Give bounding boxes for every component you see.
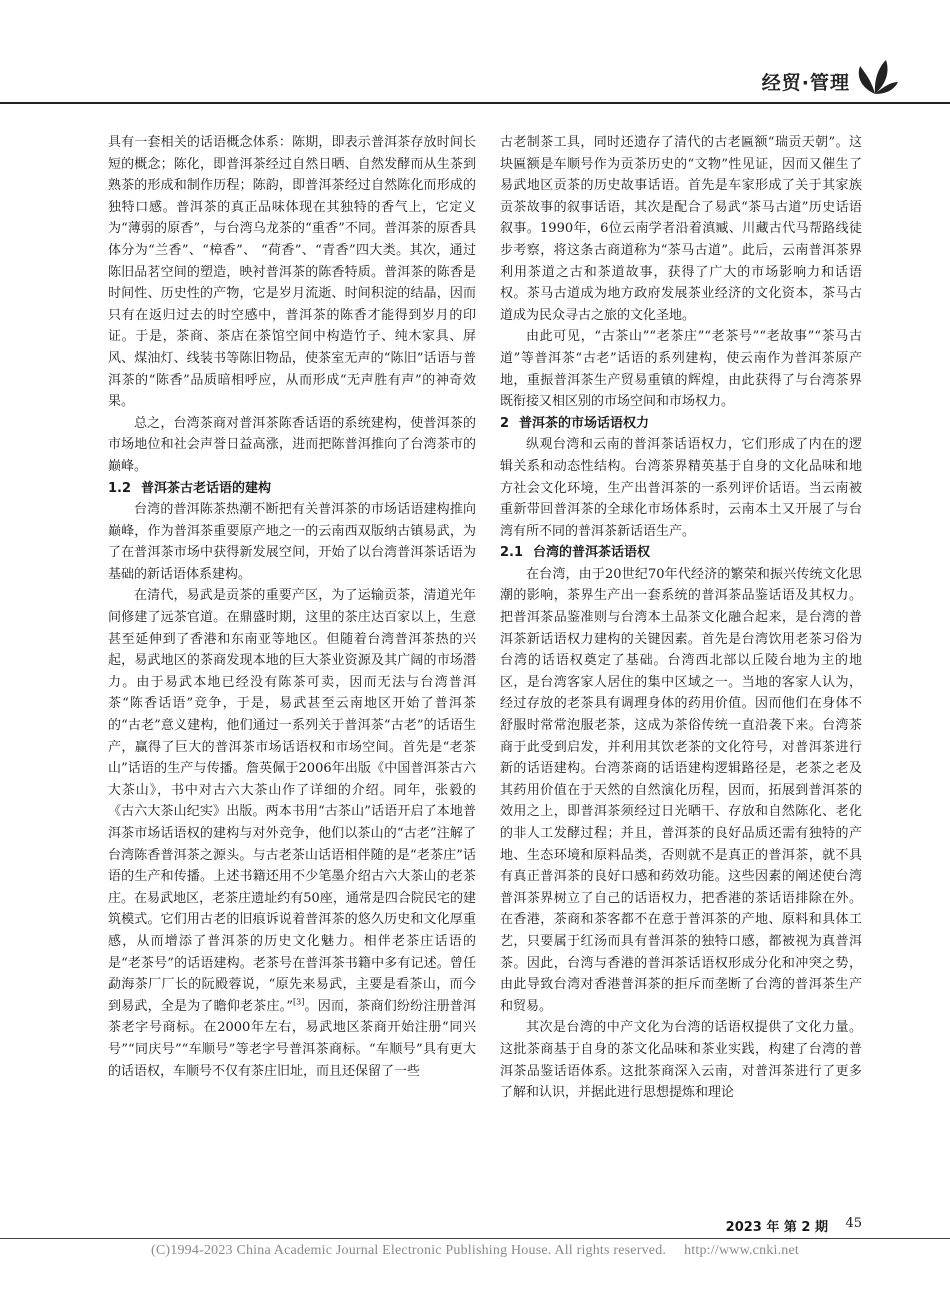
paragraph: 具有一套相关的话语概念体系：陈期，即表示普洱茶存放时间长短的概念；陈化，即普洱茶经过自然日晒、自然发酵而从生茶到熟茶的形成和制作历程；陈韵，即普洱茶经过自然陈化而形成的独特口感。普洱茶的真正品味体现在其独特的香气上，它定义为“薄弱的原香”，与台湾乌龙茶的“重香”不同。普洱茶的原香具体分为“兰香”、“樟香”、 “荷香”、“青香”四大类。其次，通过陈旧品茗空间的塑造，映衬普洱茶的陈香特质。普洱茶的陈香是时间性、历史性的产物，它是岁月流逝、时间积淀的结晶，因而只有在返归过去的时空感中，普洱茶的陈香才能得到岁月的印证。于是，茶商、茶店在茶馆空间中构造竹子、纯木家具、屏风、煤油灯、线装书等陈旧物品，使茶室无声的“陈旧”话语与普洱茶的“陈香”品质暗相呼应，从而形成“无声胜有声”的神奇效果。	[108, 135, 476, 410]
section-heading-2	[500, 413, 862, 435]
header-rule	[0, 102, 950, 104]
cnki-url: http://www.cnki.net	[684, 1243, 799, 1258]
paragraph: 总之，台湾茶商对普洱茶陈香话语的系统建构，使普洱茶的市场地位和社会声誉日益高涨，进而把陈普洱推向了台湾茶市的巅峰。	[108, 415, 476, 474]
section-number: 2	[500, 415, 510, 431]
paragraph: 纵观台湾和云南的普洱茶话语权力，它们形成了内在的逻辑关系和动态性结构。台湾茶界精英基于自身的文化品味和地方社会文化环境，生产出普洱茶的一系列评价话语。当云南被重新带回普洱茶的全球化市场体系时，云南本土又开展了与台湾有所不同的普洱茶新话语生产。	[500, 437, 862, 539]
section-number: 1.2	[108, 480, 132, 496]
paragraph-text: 。因而，茶商们纷纷注册普洱茶老字号商标。在2000年左右，易武地区茶商开始注册“同兴号”“同庆号”“车顺号”等老字号普洱茶商标。“车顺号”具有更大的话语权，车顺号不仅有茶庄旧址，而且还保留了一些	[108, 998, 476, 1079]
section-heading-2-1	[500, 542, 862, 564]
leaf-logo-icon	[852, 58, 898, 96]
journal-issue: 2023 年 第 2 期	[725, 1220, 828, 1235]
paragraph: 由此可见，“古茶山”“老茶庄”“老茶号”“老故事”“茶马古道”等普洱茶“古老”话语的系列建构，使云南作为普洱茶原产地，重振普洱茶生产贸易重镇的辉煌，由此获得了与台湾茶界既衔接又相区别的市场空间和市场权力。	[500, 329, 862, 410]
left-column	[108, 132, 476, 1082]
paragraph: 台湾的普洱陈茶热潮不断把有关普洱茶的市场话语建构推向巅峰，作为普洱茶重要原产地之一的云南西双版纳古镇易武，为了在普洱茶市场中获得新发展空间，开始了以台湾普洱茶话语为基础的新话语体系建构。	[108, 502, 476, 582]
cnki-watermark	[0, 1243, 950, 1259]
paragraph	[108, 585, 476, 1082]
copyright-notice: (C)1994-2023 China Academic Journal Electronic Publishing House. All rights reserved.	[151, 1243, 667, 1258]
paragraph: 在台湾，由于20世纪70年代经济的繁荣和振兴传统文化思潮的影响，茶界生产出一套系统的普洱茶品鉴话语及其权力。把普洱茶品鉴准则与台湾本土品茶文化融合起来，是台湾的普洱茶新话语权力建构的关键因素。首先是台湾饮用老茶习俗为台湾的话语权奠定了基础。台湾西北部以丘陵台地为主的地区，是台湾客家人居住的集中区域之一。当地的客家人认为，经过存放的老茶具有调理身体的药用价值。因而他们在身体不舒服时常常泡服老茶，这成为茶俗传统一直沿袭下来。台湾茶商于此受到启发，并利用其饮老茶的文化符号，对普洱茶进行新的话语建构。台湾茶商的话语建构逻辑路径是，老茶之老及其药用价值在于天然的自然演化历程，因而，拓展到普洱茶的效用之上，即普洱茶须经过日光晒干、存放和自然陈化、老化的非人工发酵过程；并且，普洱茶的良好品质还需有独特的产地、生态环境和原料品类，否则就不是真正的普洱茶，就不具有真正普洱茶的良好口感和药效功能。这些因素的阐述使台湾普洱茶界树立了自己的话语权力，把香港的茶话语排除在外。在香港，茶商和茶客都不在意于普洱茶的产地、原料和具体工艺，只要属于红汤而具有普洱茶的独特口感，都被视为真普洱茶。因此，台湾与香港的普洱茶话语权形成分化和冲突之势，由此导致台湾对香港普洱茶的拒斥而垄断了台湾的普洱茶生产和贸易。	[500, 566, 862, 1014]
right-column	[500, 132, 862, 1104]
citation-ref: [3]	[293, 997, 305, 1007]
paragraph: 古老制茶工具，同时还遗存了清代的古老匾额“瑞贡天朝”。这块匾额是车顺号作为贡茶历史的“文物”性见证，因而又催生了易武地区贡茶的历史故事话语。首先是车家形成了关于其家族贡茶故事的叙事话语，其次是配合了易武“茶马古道”历史话语叙事。1990年，6位云南学者沿着滇臧、川藏古代马帮路线徒步考察，将这条古商道称为“茶马古道”。此后，云南普洱茶界利用茶道之古和茶道故事，获得了广大的市场影响力和话语权。茶马古道成为地方政府发展茶业经济的文化资本，茶马古道成为民众寻古之旅的文化圣地。	[500, 135, 862, 323]
page-number: 45	[845, 1216, 862, 1231]
footer-rule	[0, 1238, 950, 1239]
section-title: 普洱茶古老话语的建构	[141, 480, 272, 496]
section-title: 台湾的普洱茶话语权	[533, 545, 651, 561]
journal-section-title: 经贸·管理	[761, 72, 850, 94]
section-number: 2.1	[500, 545, 524, 561]
section-title: 普洱茶的市场话语权力	[519, 415, 650, 431]
paragraph: 其次是台湾的中产文化为台湾的话语权提供了文化力量。这批茶商基于自身的茶文化品味和茶业实践，构建了台湾的普洱茶品鉴话语体系。这批茶商深入云南，对普洱茶进行了更多了解和认识，并据此进行思想提炼和理论	[500, 1020, 862, 1101]
paragraph-text: 在清代，易武是贡茶的重要产区，为了运输贡茶，清道光年间修建了远茶官道。在鼎盛时期，这里的茶庄达百家以上，生意甚至延伸到了香港和东南亚等地区。但随着台湾普洱茶热的兴起，易武地区的茶商发现本地的巨大茶业资源及其广阔的市场潜力。由于易武本地已经没有陈茶可卖，因而无法与台湾普洱茶“陈香话语”竞争，于是，易武甚至云南地区开始了普洱茶的“古老”意义建构，他们通过一系列关于普洱茶“古老”的话语生产，赢得了巨大的普洱茶市场话语权和市场空间。首先是“老茶山”话语的生产与传播。詹英佩于2006年出版《中国普洱茶古六大茶山》，书中对古六大茶山作了详细的介绍。同年，张毅的《古六大茶山纪实》出版。两本书用“古茶山”话语开启了本地普洱茶市场话语权的建构与对外竞争，他们以茶山的“古老”注解了台湾陈香普洱茶之源头。与古老茶山话语相伴随的是“老茶庄”话语的生产和传播。上述书籍还用不少笔墨介绍古六大茶山的老茶庄。在易武地区，老茶庄遗址约有50座，通常是四合院民宅的建筑模式。它们用古老的旧痕诉说着普洱茶的悠久历史和文化厚重感，从而增添了普洱茶的历史文化魅力。相伴老茶庄话语的是“老茶号”的话语建构。老茶号在普洱茶书籍中多有记述。曾任勐海茶厂厂长的阮殿蓉说，“原先来易武，主要是看茶山，而今到易武，全是为了瞻仰老茶庄。”	[108, 588, 476, 1014]
section-heading-1-2	[108, 478, 476, 500]
